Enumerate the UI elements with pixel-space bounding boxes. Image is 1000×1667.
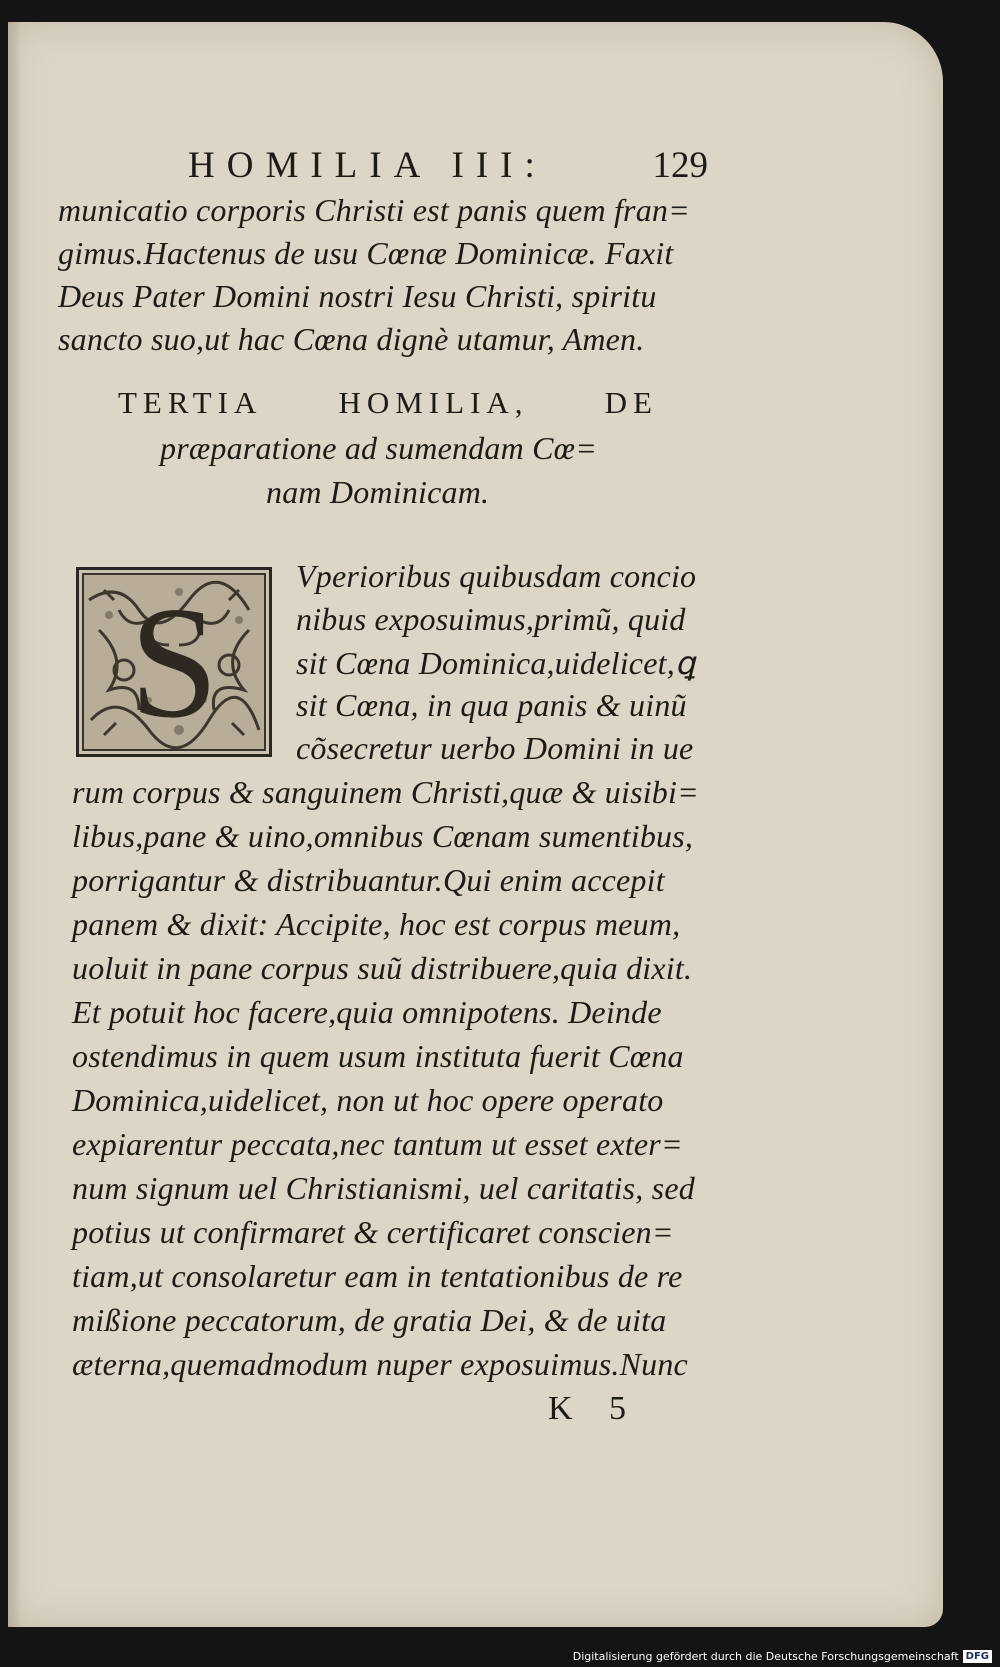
running-header (188, 144, 708, 188)
page-spine-shadow (8, 22, 22, 1627)
text-line: potius ut confirmaret & certificaret conscien= (72, 1214, 674, 1250)
section-heading-line3: nam Dominicam. (266, 474, 490, 510)
text-line: panem & dixit: Accipite, hoc est corpus meum, (72, 906, 681, 942)
text-line: num signum uel Christianismi, uel caritatis, sed (72, 1170, 695, 1206)
heading-word: DE (604, 385, 658, 420)
text-line: Et potuit hoc facere,quia omnipotens. Deinde (72, 994, 662, 1030)
text-line: nibus exposuimus,primũ, quid (296, 601, 686, 637)
text-line: libus,pane & uino,omnibus Cœnam sumentibus, (72, 818, 694, 854)
heading-word: HOMILIA, (338, 385, 529, 420)
text-line: sit Cœna Dominica,uidelicet,ꝗ (296, 645, 696, 681)
running-title: HOMILIA III: (188, 145, 547, 186)
text-line: sit Cœna, in qua panis & uinũ (296, 687, 687, 723)
text-line: Vperioribus quibusdam concio (296, 558, 697, 594)
text-line: uoluit in pane corpus suũ distribuere,quia dixit. (72, 950, 693, 986)
section-heading-line1 (118, 385, 658, 421)
text-line: sancto suo,ut hac Cœna dignè utamur, Amen. (58, 321, 645, 357)
text-line: æterna,quemadmodum nuper exposuimus.Nunc (72, 1346, 688, 1382)
text-line: cõsecretur uerbo Domini in ue (296, 730, 694, 766)
dfg-logo: DFG (963, 1650, 992, 1663)
text-line: gimus.Hactenus de usu Cœnæ Dominicæ. Faxit (58, 235, 674, 271)
text-line: municatio corporis Christi est panis quem fran= (58, 192, 690, 228)
text-line: mißione peccatorum, de gratia Dei, & de uita (72, 1302, 667, 1338)
decorated-initial-letter (76, 567, 272, 757)
text-line: tiam,ut consolaretur eam in tentationibus de re (72, 1258, 683, 1294)
text-line: rum corpus & sanguinem Christi,quæ & uisibi= (72, 774, 699, 810)
initial-letter-glyph: S (129, 573, 219, 751)
funding-credit: Digitalisierung gefördert durch die Deutsche Forschungsgemeinschaft (572, 1650, 959, 1663)
digitization-footer (573, 1650, 992, 1663)
section-heading-line2: præparatione ad sumendam Cœ= (160, 430, 597, 466)
signature-mark: K 5 (548, 1390, 641, 1427)
book-page (8, 22, 943, 1627)
text-line: porrigantur & distribuantur.Qui enim accepit (72, 862, 665, 898)
text-line: ostendimus in quem usum instituta fuerit Cœna (72, 1038, 684, 1074)
text-line: expiarentur peccata,nec tantum ut esset exter= (72, 1126, 683, 1162)
heading-word: TERTIA (118, 385, 263, 420)
page-number: 129 (652, 145, 708, 186)
text-line: Dominica,uidelicet, non ut hoc opere operato (72, 1082, 664, 1118)
text-line: Deus Pater Domini nostri Iesu Christi, spiritu (58, 278, 657, 314)
